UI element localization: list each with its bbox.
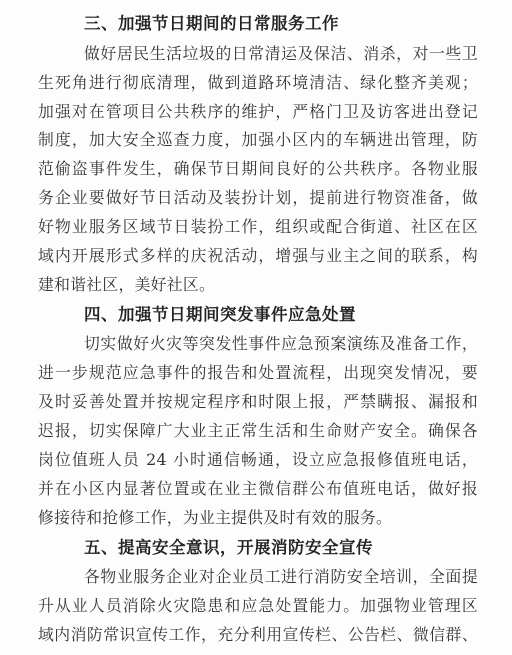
section-4-line: 切实做好火灾等突发性事件应急预案演练及准备工作， [84, 334, 478, 354]
section-3-line: 范偷盗事件发生，确保节日期间良好的公共秩序。各物业服 [38, 159, 478, 179]
section-3-line: 务企业要做好节日活动及装扮计划，提前进行物资准备，做 [38, 188, 478, 208]
section-5-line: 各物业服务企业对企业员工进行消防安全培训，全面提 [84, 567, 478, 587]
section-5-line: 域内消防常识宣传工作，充分利用宣传栏、公告栏、微信群、 [38, 625, 478, 645]
section-5-line: 升从业人员消除火灾隐患和应急处置能力。加强物业管理区 [38, 596, 478, 616]
section-4-heading: 四、加强节日期间突发事件应急处置 [84, 304, 356, 324]
section-5-heading: 五、提高安全意识，开展消防安全宣传 [84, 537, 373, 557]
section-4-line: 及时妥善处置并按规定程序和时限上报，严禁瞒报、漏报和 [38, 392, 478, 412]
section-4-line: 修接待和抢修工作，为业主提供及时有效的服务。 [38, 507, 393, 527]
section-4-line: 迟报，切实保障广大业主正常生活和生命财产安全。确保各 [38, 421, 478, 441]
section-4-line: 并在小区内显著位置或在业主微信群公布值班电话，做好报 [38, 478, 478, 498]
section-3-line: 域内开展形式多样的庆祝活动，增强与业主之间的联系，构 [38, 245, 478, 265]
section-3-line: 建和谐社区，美好社区。 [38, 274, 216, 294]
section-3-line: 生死角进行彻底清理，做到道路环境清洁、绿化整齐美观； [38, 72, 478, 92]
section-3-heading: 三、加强节日期间的日常服务工作 [84, 14, 339, 33]
section-3-line: 做好居民生活垃圾的日常清运及保洁、消杀，对一些卫 [84, 43, 478, 63]
section-4-line: 岗位值班人员 24 小时通信畅通，设立应急报修值班电话， [38, 449, 478, 469]
section-3-line: 好物业服务区域节日装扮工作，组织或配合街道、社区在区 [38, 217, 478, 237]
section-4-line: 进一步规范应急事件的报告和处置流程，出现突发情况，要 [38, 363, 478, 383]
section-3-line: 制度，加大安全巡查力度，加强小区内的车辆进出管理，防 [38, 130, 478, 150]
section-3-line: 加强对在管项目公共秩序的维护，严格门卫及访客进出登记 [38, 101, 478, 121]
